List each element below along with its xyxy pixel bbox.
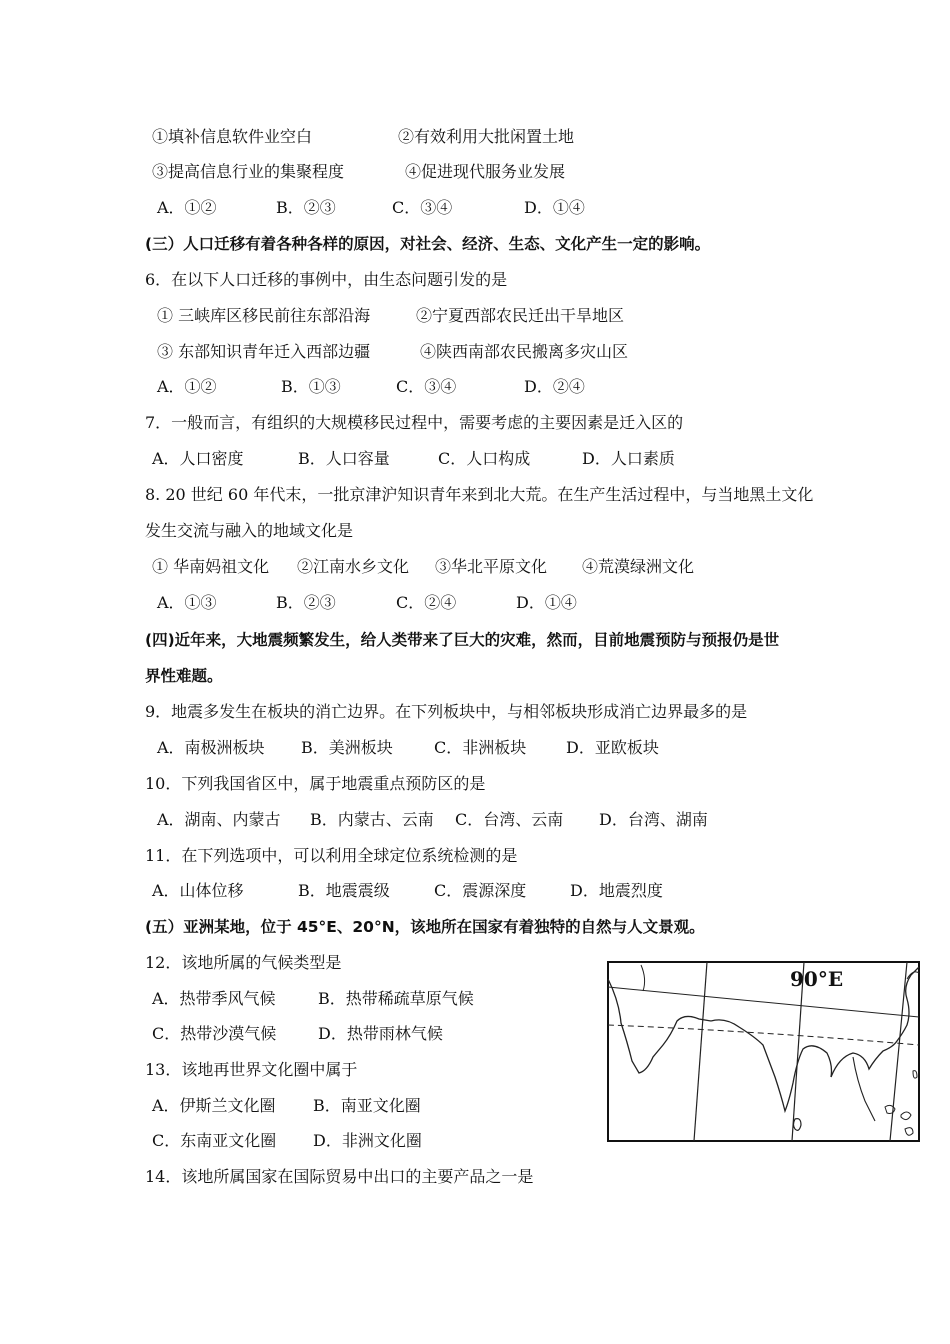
answer-choice: D．①④ bbox=[516, 593, 577, 612]
section-heading: (四)近年来，大地震频繁发生，给人类带来了巨大的灾难，然而，目前地震预防与预报仍是世 bbox=[145, 631, 780, 649]
question-text: 8. 20 世纪 60 年代末，一批京津沪知识青年来到北大荒。在生产生活过程中，与当地黑土文化 bbox=[145, 485, 814, 504]
question-text: 13．该地再世界文化圈中属于 bbox=[145, 1060, 358, 1079]
answer-choice: D．热带雨林气候 bbox=[318, 1024, 443, 1043]
answer-choice: A．热带季风气候 bbox=[152, 989, 276, 1008]
answer-choice: C．东南亚文化圈 bbox=[152, 1131, 277, 1150]
answer-choice: B．热带稀疏草原气候 bbox=[318, 989, 474, 1008]
answer-choice: C．③④ bbox=[396, 377, 457, 396]
answer-choice: A．湖南、内蒙古 bbox=[157, 810, 281, 829]
answer-choice: D．人口素质 bbox=[582, 449, 675, 468]
answer-choice: A．伊斯兰文化圈 bbox=[152, 1096, 276, 1115]
option-text: ④陕西南部农民搬离多灾山区 bbox=[420, 342, 629, 361]
section-heading: (三）人口迁移有着各种各样的原因，对社会、经济、生态、文化产生一定的影响。 bbox=[145, 235, 711, 253]
option-text: ③提高信息行业的集聚程度 bbox=[152, 162, 345, 181]
answer-choice: B．美洲板块 bbox=[301, 738, 393, 757]
answer-choice: D．台湾、湖南 bbox=[599, 810, 708, 829]
question-text: 发生交流与融入的地域文化是 bbox=[145, 521, 354, 540]
meridian-label: 90°E bbox=[790, 967, 844, 991]
answer-choice: A．人口密度 bbox=[152, 449, 244, 468]
question-text: 6．在以下人口迁移的事例中，由生态问题引发的是 bbox=[145, 270, 508, 289]
question-text: 7．一般而言，有组织的大规模移民过程中，需要考虑的主要因素是迁入区的 bbox=[145, 413, 684, 432]
answer-choice: D．亚欧板块 bbox=[566, 738, 659, 757]
south-asia-map bbox=[607, 961, 920, 1142]
answer-choice: C．台湾、云南 bbox=[455, 810, 564, 829]
answer-choice: C．②④ bbox=[396, 593, 457, 612]
option-text: ① 华南妈祖文化 bbox=[152, 557, 270, 576]
option-text: ②宁夏西部农民迁出干旱地区 bbox=[416, 306, 625, 325]
answer-choice: A．①② bbox=[157, 377, 217, 396]
option-text: ④荒漠绿洲文化 bbox=[582, 557, 695, 576]
question-text: 9．地震多发生在板块的消亡边界。在下列板块中，与相邻板块形成消亡边界最多的是 bbox=[145, 702, 748, 721]
answer-choice: A．①② bbox=[157, 198, 217, 217]
answer-choice: B．②③ bbox=[276, 198, 336, 217]
option-text: ① 三峡库区移民前往东部沿海 bbox=[157, 306, 371, 325]
answer-choice: C．③④ bbox=[392, 198, 453, 217]
answer-choice: C．人口构成 bbox=[438, 449, 531, 468]
answer-choice: B．内蒙古、云南 bbox=[310, 810, 434, 829]
answer-choice: B．南亚文化圈 bbox=[313, 1096, 421, 1115]
answer-choice: D．②④ bbox=[524, 377, 585, 396]
section-heading: 界性难题。 bbox=[145, 667, 223, 685]
answer-choice: D．非洲文化圈 bbox=[313, 1131, 422, 1150]
answer-choice: C．震源深度 bbox=[434, 881, 527, 900]
answer-choice: D．①④ bbox=[524, 198, 585, 217]
option-text: ②有效利用大批闲置土地 bbox=[398, 127, 575, 146]
section-heading: (五）亚洲某地，位于 45°E、20°N，该地所在国家有着独特的自然与人文景观。 bbox=[145, 918, 705, 936]
option-text: ②江南水乡文化 bbox=[297, 557, 410, 576]
answer-choice: B．②③ bbox=[276, 593, 336, 612]
question-text: 11．在下列选项中，可以利用全球定位系统检测的是 bbox=[145, 846, 518, 865]
answer-choice: B．①③ bbox=[281, 377, 341, 396]
option-text: ③华北平原文化 bbox=[435, 557, 548, 576]
question-text: 12．该地所属的气候类型是 bbox=[145, 953, 342, 972]
answer-choice: B．人口容量 bbox=[298, 449, 390, 468]
option-text: ①填补信息软件业空白 bbox=[152, 127, 313, 146]
answer-choice: A．山体位移 bbox=[152, 881, 244, 900]
option-text: ③ 东部知识青年迁入西部边疆 bbox=[157, 342, 371, 361]
answer-choice: C．热带沙漠气候 bbox=[152, 1024, 277, 1043]
answer-choice: A．①③ bbox=[157, 593, 217, 612]
question-text: 10．下列我国省区中，属于地震重点预防区的是 bbox=[145, 774, 486, 793]
answer-choice: A．南极洲板块 bbox=[157, 738, 265, 757]
option-text: ④促进现代服务业发展 bbox=[405, 162, 566, 181]
answer-choice: B．地震震级 bbox=[298, 881, 390, 900]
answer-choice: C．非洲板块 bbox=[434, 738, 527, 757]
question-text: 14．该地所属国家在国际贸易中出口的主要产品之一是 bbox=[145, 1167, 534, 1186]
answer-choice: D．地震烈度 bbox=[570, 881, 663, 900]
